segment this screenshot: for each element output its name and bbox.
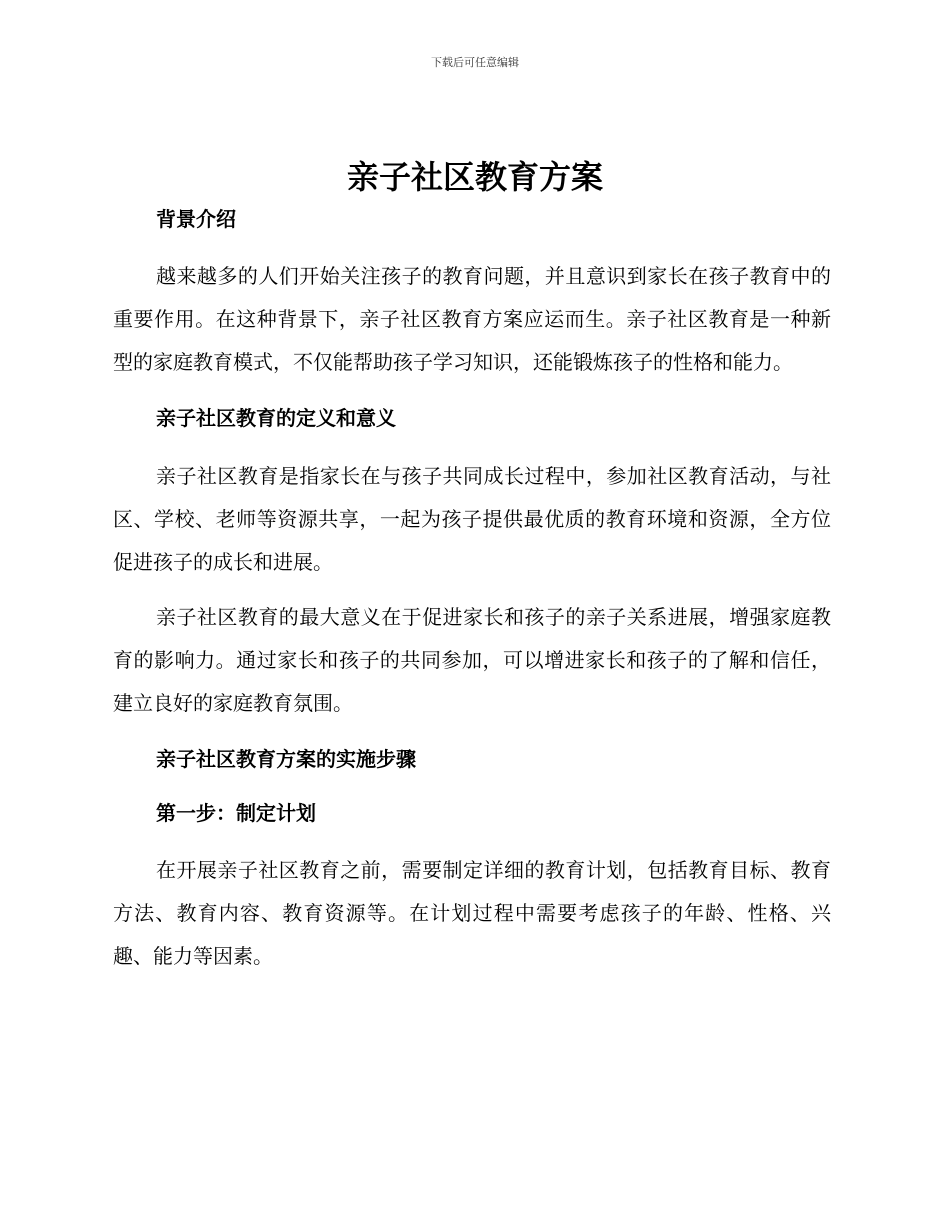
paragraph-meaning: 亲子社区教育的最大意义在于促进家长和孩子的亲子关系进展，增强家庭教育的影响力。通过家长和孩子的共同参加，可以增进家长和孩子的了解和信任，建立良好的家庭教育氛围。 (113, 605, 831, 715)
document-body (113, 204, 831, 978)
paragraph-background: 越来越多的人们开始关注孩子的教育问题，并且意识到家长在孩子教育中的重要作用。在这种背景下，亲子社区教育方案应运而生。亲子社区教育是一种新型的家庭教育模式，不仅能帮助孩子学习知识，还能锻炼孩子的性格和能力。 (113, 264, 831, 374)
subheading-step1: 第一步：制定计划 (156, 801, 316, 825)
section-heading-background: 背景介绍 (156, 207, 236, 231)
document-title: 亲子社区教育方案 (346, 158, 603, 196)
section-heading-definition: 亲子社区教育的定义和意义 (156, 406, 396, 430)
header-note: 下载后可任意编辑 (431, 56, 519, 69)
paragraph-definition: 亲子社区教育是指家长在与孩子共同成长过程中，参加社区教育活动，与社区、学校、老师等资源共享，一起为孩子提供最优质的教育环境和资源，全方位促进孩子的成长和进展。 (113, 464, 831, 574)
section-heading-steps: 亲子社区教育方案的实施步骤 (156, 747, 416, 771)
paragraph-step1: 在开展亲子社区教育之前，需要制定详细的教育计划，包括教育目标、教育方法、教育内容、教育资源等。在计划过程中需要考虑孩子的年龄、性格、兴趣、能力等因素。 (113, 858, 831, 968)
